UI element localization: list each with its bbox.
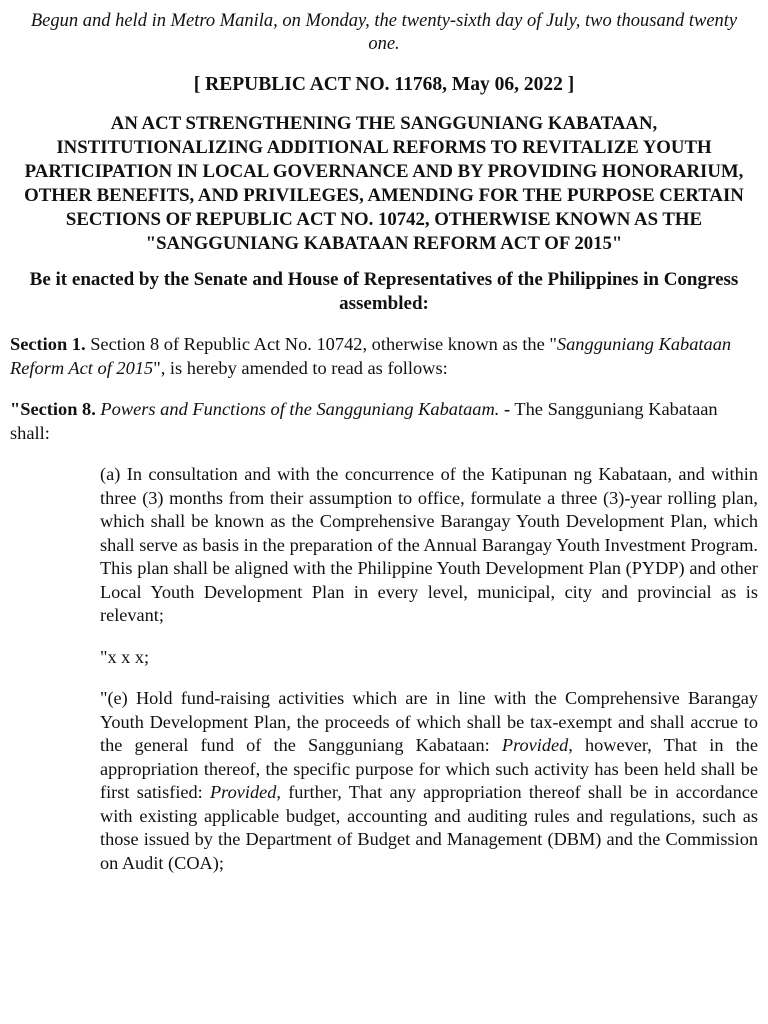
clause-e <box>100 687 758 875</box>
enacting-clause: Be it enacted by the Senate and House of Representatives of the Philippines in Congress assembled: <box>29 269 739 314</box>
section-8-label: "Section 8. <box>10 399 96 419</box>
section-8-text: The Sangguniang Kabataan shall: <box>10 399 718 443</box>
clause-e-part-3: further, That any appropriation thereof shall be in accordance with existing applicable budget, accounting and auditing rules and regulations, such as those issued by the Department of Budget and Management (DBM) and the Commission on Audit (COA); <box>100 782 758 873</box>
clause-e-provided-1: Provided, <box>501 735 573 755</box>
section-1-text-a: Section 8 of Republic Act No. 10742, otherwise known as the " <box>85 334 557 354</box>
subclause-list <box>100 463 758 875</box>
clause-e-provided-2: Provided, <box>210 782 281 802</box>
section-8-heading: Powers and Functions of the Sangguniang Kabataam. <box>95 399 500 419</box>
section-1-italic-title: Sangguniang Kabataan Reform Act of 2015 <box>10 334 732 378</box>
section-8-paragraph <box>10 398 758 445</box>
clause-a: (a) In consultation and with the concurrence of the Katipunan ng Kabataan, and within three (3) months from their assumption to office, formulate a three (3)-year rolling plan, which shall be known as the Comprehensive Barangay Youth Development Plan, which shall serve as basis in the preparation of the Annual Barangay Youth Investment Program. This plan shall be aligned with the Philippine Youth Development Plan (PYDP) and other Local Youth Development Plan in every level, municipal, city and provincial as is relevant; <box>100 464 758 625</box>
section-1-paragraph <box>10 333 758 380</box>
republic-act-number: [ REPUBLIC ACT NO. 11768, May 06, 2022 ] <box>193 74 575 95</box>
intro-line: Begun and held in Metro Manila, on Monday, the twenty-sixth day of July, two thousand twenty one. <box>30 11 738 54</box>
section-1-label: Section 1. <box>10 334 86 354</box>
act-title: AN ACT STRENGTHENING THE SANGGUNIANG KABATAAN, INSTITUTIONALIZING ADDITIONAL REFORMS TO REVITALIZE YOUTH PARTICIPATION IN LOCAL GOVERNANCE AND BY PROVIDING HONORARIUM, OTHER BENEFITS, AND PRIVILEGES, AMENDING FOR THE PURPOSE CERTAIN SECTIONS OF REPUBLIC ACT NO. 10742, OTHERWISE KNOWN AS THE "SANGGUNIANG KABATAAN REFORM ACT OF 2015" <box>24 113 744 254</box>
clause-e-part-2: however, That in the appropriation thereof, the specific purpose for which such activity has been held shall be first satisfied: <box>100 735 758 802</box>
clause-e-part-1: "(e) Hold fund-raising activities which are in line with the Comprehensive Barangay Youth Development Plan, the proceeds of which shall be tax-exempt and shall accrue to the general fund of the Sangguniang Kabataan: <box>100 688 758 755</box>
clause-omitted: "x x x; <box>100 646 150 667</box>
section-1-text-b: ", is hereby amended to read as follows: <box>153 357 448 378</box>
section-8-dash: - <box>499 399 511 419</box>
